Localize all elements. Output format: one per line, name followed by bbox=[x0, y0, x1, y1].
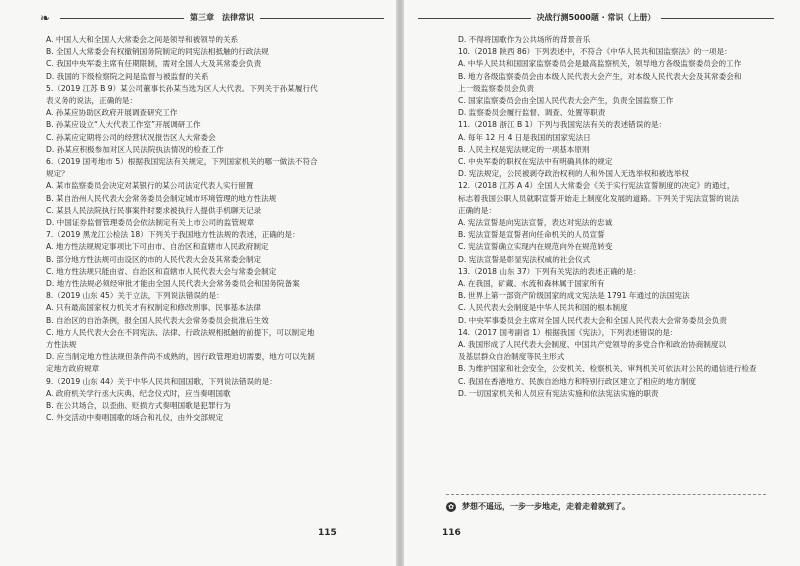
text-line: B. 孙某应设立“人大代表工作室”开展调研工作 bbox=[46, 120, 201, 130]
text-line: 5.（2019 江苏 B 9）某公司董事长孙某当选为区人大代表。下列关于孙某履行代 bbox=[46, 83, 318, 93]
bookmark-icon: ❧ bbox=[40, 11, 51, 25]
text-line: 标志着我国公职人员就职宣誓开始走上制度化发展的道路。下列关于宪法宣誓的说法 bbox=[458, 193, 739, 203]
text-line: 11.（2018 浙江 B 1）下列与我国宪法有关的表述错误的是： bbox=[458, 120, 667, 130]
text-line: 14.（2017 国考副省 1）根据我国《宪法》，下列表述错误的是： bbox=[458, 327, 678, 337]
text-line: 9.（2019 山东 44）关于中华人民共和国国歌，下列说法错误的是： bbox=[46, 376, 277, 386]
text-line: B. 自治区的自治条例，报全国人民代表大会常务委员会批准后生效 bbox=[46, 315, 269, 325]
text-line: D. 应当制定地方性法规但条件尚不成熟的，因行政管理迫切需要，地方可以先制 bbox=[46, 352, 315, 362]
right-page bbox=[402, 0, 800, 566]
text-line: D. 我国的下级检察院之间是监督与被监督的关系 bbox=[46, 71, 209, 81]
text-line: A. 在我国，矿藏、水流和森林属于国家所有 bbox=[458, 279, 605, 289]
text-line: B. 为维护国家和社会安全，公安机关、检察机关、审判机关可依法对公民的通信进行检查 bbox=[458, 364, 757, 374]
header-rule bbox=[661, 18, 774, 19]
text-line: 13.（2018 山东 37）下列有关宪法的表述正确的是： bbox=[458, 266, 641, 276]
text-line: C. 人民代表大会制度是中华人民共和国的根本制度 bbox=[458, 303, 628, 313]
text-line: C. 国家监察委员会由全国人民代表大会产生，负责全国监察工作 bbox=[458, 96, 674, 106]
text-line: B. 部分地方性法规可由设区的市的人民代表大会及其常委会制定 bbox=[46, 254, 262, 264]
text-line: B. 人民主权是宪法规定的一项基本原则 bbox=[458, 144, 590, 154]
text-line: 8.（2019 山东 45）关于立法，下列说法错误的是： bbox=[46, 291, 224, 301]
text-line: A. 某市监察委员会决定对某银行的某公司法定代表人实行留置 bbox=[46, 181, 254, 191]
text-line: A. 中华人民共和国国家监察委员会是最高监察机关，领导地方各级监察委员会的工作 bbox=[458, 59, 742, 69]
text-line: A. 政府机关学行丞大庆典、纪念仪式时，应当奏唱国歌 bbox=[46, 388, 231, 398]
text-line: B. 全国人大常委会有权撤销国务院制定的同宪法相抵触的行政法规 bbox=[46, 47, 269, 57]
text-line: D. 不得将国歌作为公共场所的背景音乐 bbox=[458, 35, 591, 44]
text-line: C. 中央军委的职权在宪法中有明确具体的规定 bbox=[458, 157, 613, 167]
footprint-icon: ✿ bbox=[446, 502, 456, 512]
book-title: 决战行测5000题 · 常识（上册） bbox=[536, 13, 656, 22]
text-line: C. 地方性法规只能由省、自治区和直辖市人民代表大会与常委会制定 bbox=[46, 266, 277, 276]
header-rule bbox=[260, 18, 384, 19]
text-line: A. 中国人大和全国人大常委会之间是领导和被领导的关系 bbox=[46, 35, 239, 44]
text-line: A. 孙某应协助区政府开展调查研究工作 bbox=[46, 108, 178, 118]
text-line: C. 我国中央军委主席有任期限制，需对全国人大及其常委会负责 bbox=[46, 59, 262, 69]
right-body bbox=[458, 34, 784, 400]
text-line: B. 宪法宣誓是宣誓者向任命机关的人员宣誓 bbox=[458, 230, 605, 240]
text-line: 上一级监察委员会负责 bbox=[458, 83, 534, 93]
text-line: 定地方政府规章 bbox=[46, 364, 100, 374]
right-header bbox=[412, 10, 780, 26]
text-line: A. 我国形成了人民代表大会制度、中国共产党领导的多党合作和政治协商制度以 bbox=[458, 340, 727, 350]
text-line: A. 每年 12 月 4 日是我国的国家宪法日 bbox=[458, 132, 591, 142]
left-body bbox=[46, 34, 386, 425]
text-line: 10.（2018 陕西 86）下列表述中，不符合《中华人民共和国监察法》的一项是： bbox=[458, 47, 732, 57]
text-line: C. 地方人民代表大会在不同宪法、法律、行政法规相抵触的前提下，可以制定地 bbox=[46, 327, 315, 337]
text-line: D. 宪法规定，公民被剥夺政治权利的人和外国人无选举权和被选举权 bbox=[458, 169, 689, 179]
text-line: 6.（2019 国考地市 5）根据我国宪法有关规定，下列国家机关的哪一做法不符合 bbox=[46, 157, 318, 167]
chapter-title: 法律常识 bbox=[222, 13, 255, 22]
text-line: D. 地方性法规必须经审批才能由全国人民代表大会常务委员会和国务院备案 bbox=[46, 279, 300, 289]
text-line: D. 一切国家机关和人员应有宪法实施和依法宪法实施的职责 bbox=[458, 388, 659, 398]
text-line: 12.（2018 江苏 A 4）全国人大常委会《关于实行宪法宣誓制度的决定》的通过， bbox=[458, 181, 735, 191]
text-line: C. 外交活动中奏唱国歌的场合和礼仪，由外交部规定 bbox=[46, 413, 224, 423]
text-line: D. 中国证券监督管理委员会依法制定有关上市公司的监管规章 bbox=[46, 218, 255, 228]
header-rule bbox=[418, 18, 531, 19]
text-line: C. 孙某应定期将公司的经营状况报告区人大常委会 bbox=[46, 132, 216, 142]
page-number-right: 116 bbox=[442, 528, 461, 538]
text-line: A. 宪法宣誓是向宪法宣誓，表达对宪法的忠诚 bbox=[458, 218, 613, 228]
text-line: D. 宪法宣誓是彰显宪法权威的社会仪式 bbox=[458, 254, 591, 264]
text-line: B. 世界上第一部资产阶级国家的成文宪法是 1791 年通过的法国宪法 bbox=[458, 291, 690, 301]
text-line: 及基层群众自治制度等民主形式 bbox=[458, 352, 565, 362]
text-line: D. 孙某应积极参加对区人民法院执法情况的检查工作 bbox=[46, 144, 224, 154]
text-line: 正确的是： bbox=[458, 205, 496, 215]
text-line: 7.（2019 黑龙江公检法 18）下列关于我国地方性法规的表述，正确的是： bbox=[46, 230, 300, 240]
text-line: B. 某自治州人民代表大会常务委员会制定城市环境管理的地方性法规 bbox=[46, 193, 277, 203]
motto-text: 梦想不遥远，一步一步地走，走着走着就到了。 bbox=[462, 502, 630, 511]
text-line: A. 地方性法规规定事项比下可由市、自治区和直辖市人民政府制定 bbox=[46, 242, 269, 252]
text-line: C. 宪法宣誓确立实现内在规范向外在规范转变 bbox=[458, 242, 613, 252]
motto-banner bbox=[446, 494, 766, 512]
text-line: D. 中央军事委员会主席对全国人民代表大会和全国人民代表大会常务委员会负责 bbox=[458, 315, 727, 325]
header-rule bbox=[60, 18, 184, 19]
text-line: B. 在公共场合，以歪曲、贬损方式奏唱国歌是犯罪行为 bbox=[46, 401, 231, 411]
text-line: 表义务的说法，正确的是： bbox=[46, 96, 138, 106]
chapter-number: 第三章 bbox=[190, 13, 215, 22]
left-header bbox=[40, 10, 390, 26]
text-line: A. 只有最高国家权力机关才有权制定和修改刑事、民事基本法律 bbox=[46, 303, 261, 313]
text-line: 方性法规 bbox=[46, 340, 77, 350]
page-number-left: 115 bbox=[318, 528, 337, 538]
text-line: C. 我国在香港地方、民族自治地方和特别行政区建立了相应的地方制度 bbox=[458, 376, 696, 386]
text-line: D. 监察委员会履行监督、调查、处置等职责 bbox=[458, 108, 606, 118]
text-line: B. 地方各级监察委员会由本级人民代表大会产生，对本级人民代表大会及其常委会和 bbox=[458, 71, 742, 81]
left-page bbox=[0, 0, 398, 566]
text-line: C. 某县人民法院执行民事案件时要求被执行人提供手机聊天记录 bbox=[46, 205, 262, 215]
text-line: 规定？ bbox=[46, 169, 69, 179]
